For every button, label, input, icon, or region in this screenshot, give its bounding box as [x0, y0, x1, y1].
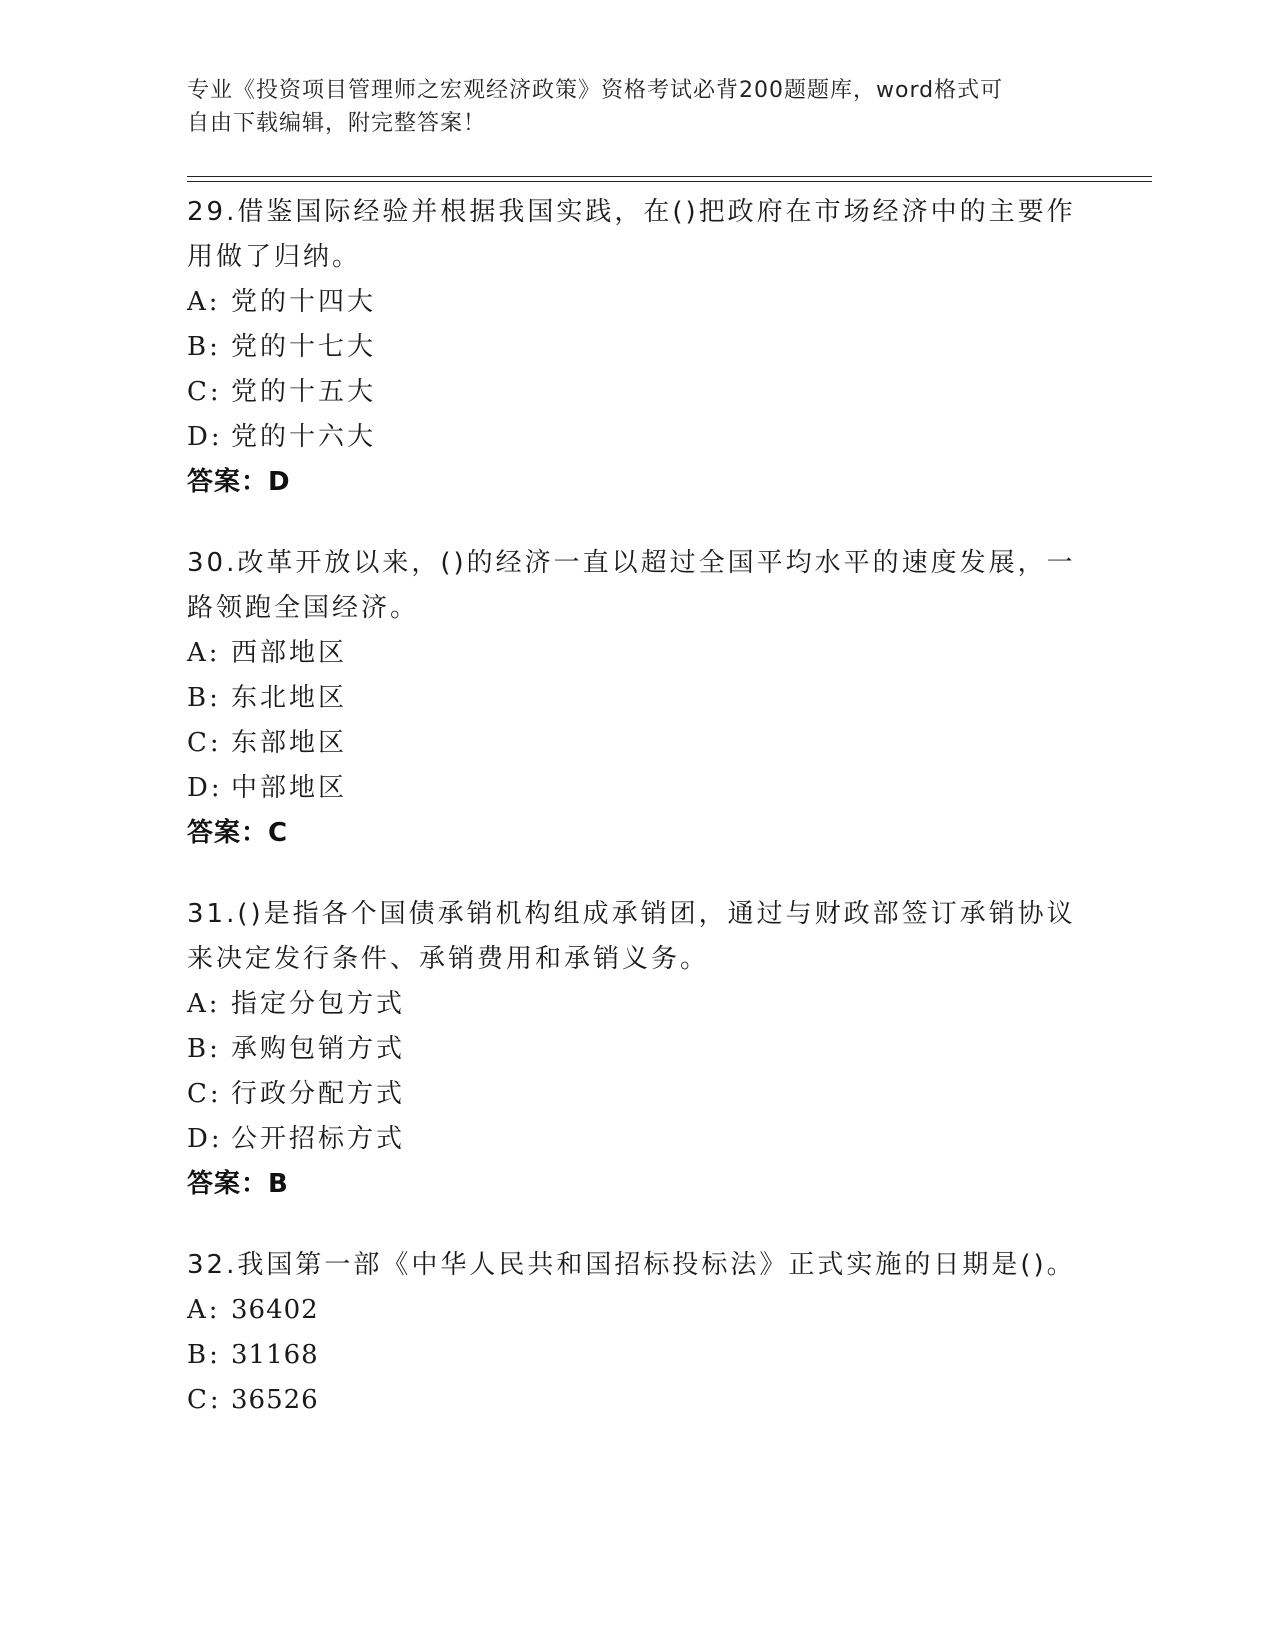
question-31 [187, 892, 1087, 1207]
option-text: 公开招标方式 [231, 1124, 406, 1154]
option-text: 东北地区 [231, 683, 348, 713]
question-stem-line-1: 31.()是指各个国债承销机构组成承销团，通过与财政部签订承销协议 [187, 899, 1076, 929]
option-text: 36526 [231, 1385, 319, 1415]
option-b [187, 325, 1087, 370]
option-key: C: [187, 377, 222, 407]
option-key: D: [187, 773, 223, 803]
question-list [187, 186, 1087, 1459]
option-key: B: [187, 683, 221, 713]
answer-label: 答案：C [187, 818, 289, 848]
question-stem-line-1: 30.改革开放以来，()的经济一直以超过全国平均水平的速度发展，一 [187, 548, 1076, 578]
option-text: 31168 [231, 1340, 319, 1370]
option-text: 中部地区 [231, 773, 348, 803]
option-text: 指定分包方式 [231, 989, 406, 1019]
option-key: A: [187, 1295, 221, 1325]
header-divider-top [187, 176, 1152, 177]
option-key: A: [187, 989, 221, 1019]
option-text: 承购包销方式 [231, 1034, 406, 1064]
option-c [187, 1072, 1087, 1117]
option-text: 行政分配方式 [231, 1079, 406, 1109]
question-stem [187, 541, 1087, 631]
option-text: 党的十四大 [231, 287, 377, 317]
option-text: 党的十七大 [231, 332, 377, 362]
question-stem [187, 892, 1087, 982]
answer-label: 答案：B [187, 1169, 289, 1199]
option-text: 西部地区 [231, 638, 348, 668]
header-line-1: 专业《投资项目管理师之宏观经济政策》资格考试必背200题题库，word格式可 [187, 78, 1004, 103]
option-key: D: [187, 1124, 223, 1154]
document-header [187, 74, 1067, 140]
option-key: B: [187, 332, 221, 362]
question-stem [187, 1243, 1087, 1288]
answer-label: 答案：D [187, 467, 291, 497]
option-c [187, 1378, 1087, 1423]
option-key: A: [187, 638, 221, 668]
question-stem-line-1: 29.借鉴国际经验并根据我国实践，在()把政府在市场经济中的主要作 [187, 197, 1076, 227]
option-c [187, 370, 1087, 415]
question-stem [187, 190, 1087, 280]
option-key: C: [187, 1385, 222, 1415]
option-d [187, 766, 1087, 811]
question-stem-line-2: 来决定发行条件、承销费用和承销义务。 [187, 944, 710, 974]
header-divider-bottom [187, 181, 1152, 182]
option-a [187, 280, 1087, 325]
option-key: B: [187, 1340, 221, 1370]
option-b [187, 1333, 1087, 1378]
question-29 [187, 190, 1087, 505]
option-b [187, 676, 1087, 721]
option-c [187, 721, 1087, 766]
question-stem-line-2: 路领跑全国经济。 [187, 593, 420, 623]
option-key: A: [187, 287, 221, 317]
question-stem-line-1: 32.我国第一部《中华人民共和国招标投标法》正式实施的日期是()。 [187, 1250, 1076, 1280]
option-text: 党的十五大 [231, 377, 377, 407]
option-text: 党的十六大 [231, 422, 377, 452]
option-key: C: [187, 728, 222, 758]
option-a [187, 982, 1087, 1027]
option-d [187, 415, 1087, 460]
question-stem-line-2: 用做了归纳。 [187, 242, 362, 272]
question-30 [187, 541, 1087, 856]
header-line-2: 自由下载编辑，附完整答案！ [187, 111, 487, 136]
question-32 [187, 1243, 1087, 1423]
option-b [187, 1027, 1087, 1072]
option-a [187, 631, 1087, 676]
option-d [187, 1117, 1087, 1162]
option-key: C: [187, 1079, 222, 1109]
option-text: 东部地区 [231, 728, 348, 758]
option-key: B: [187, 1034, 221, 1064]
option-key: D: [187, 422, 223, 452]
option-text: 36402 [231, 1295, 319, 1325]
option-a [187, 1288, 1087, 1333]
